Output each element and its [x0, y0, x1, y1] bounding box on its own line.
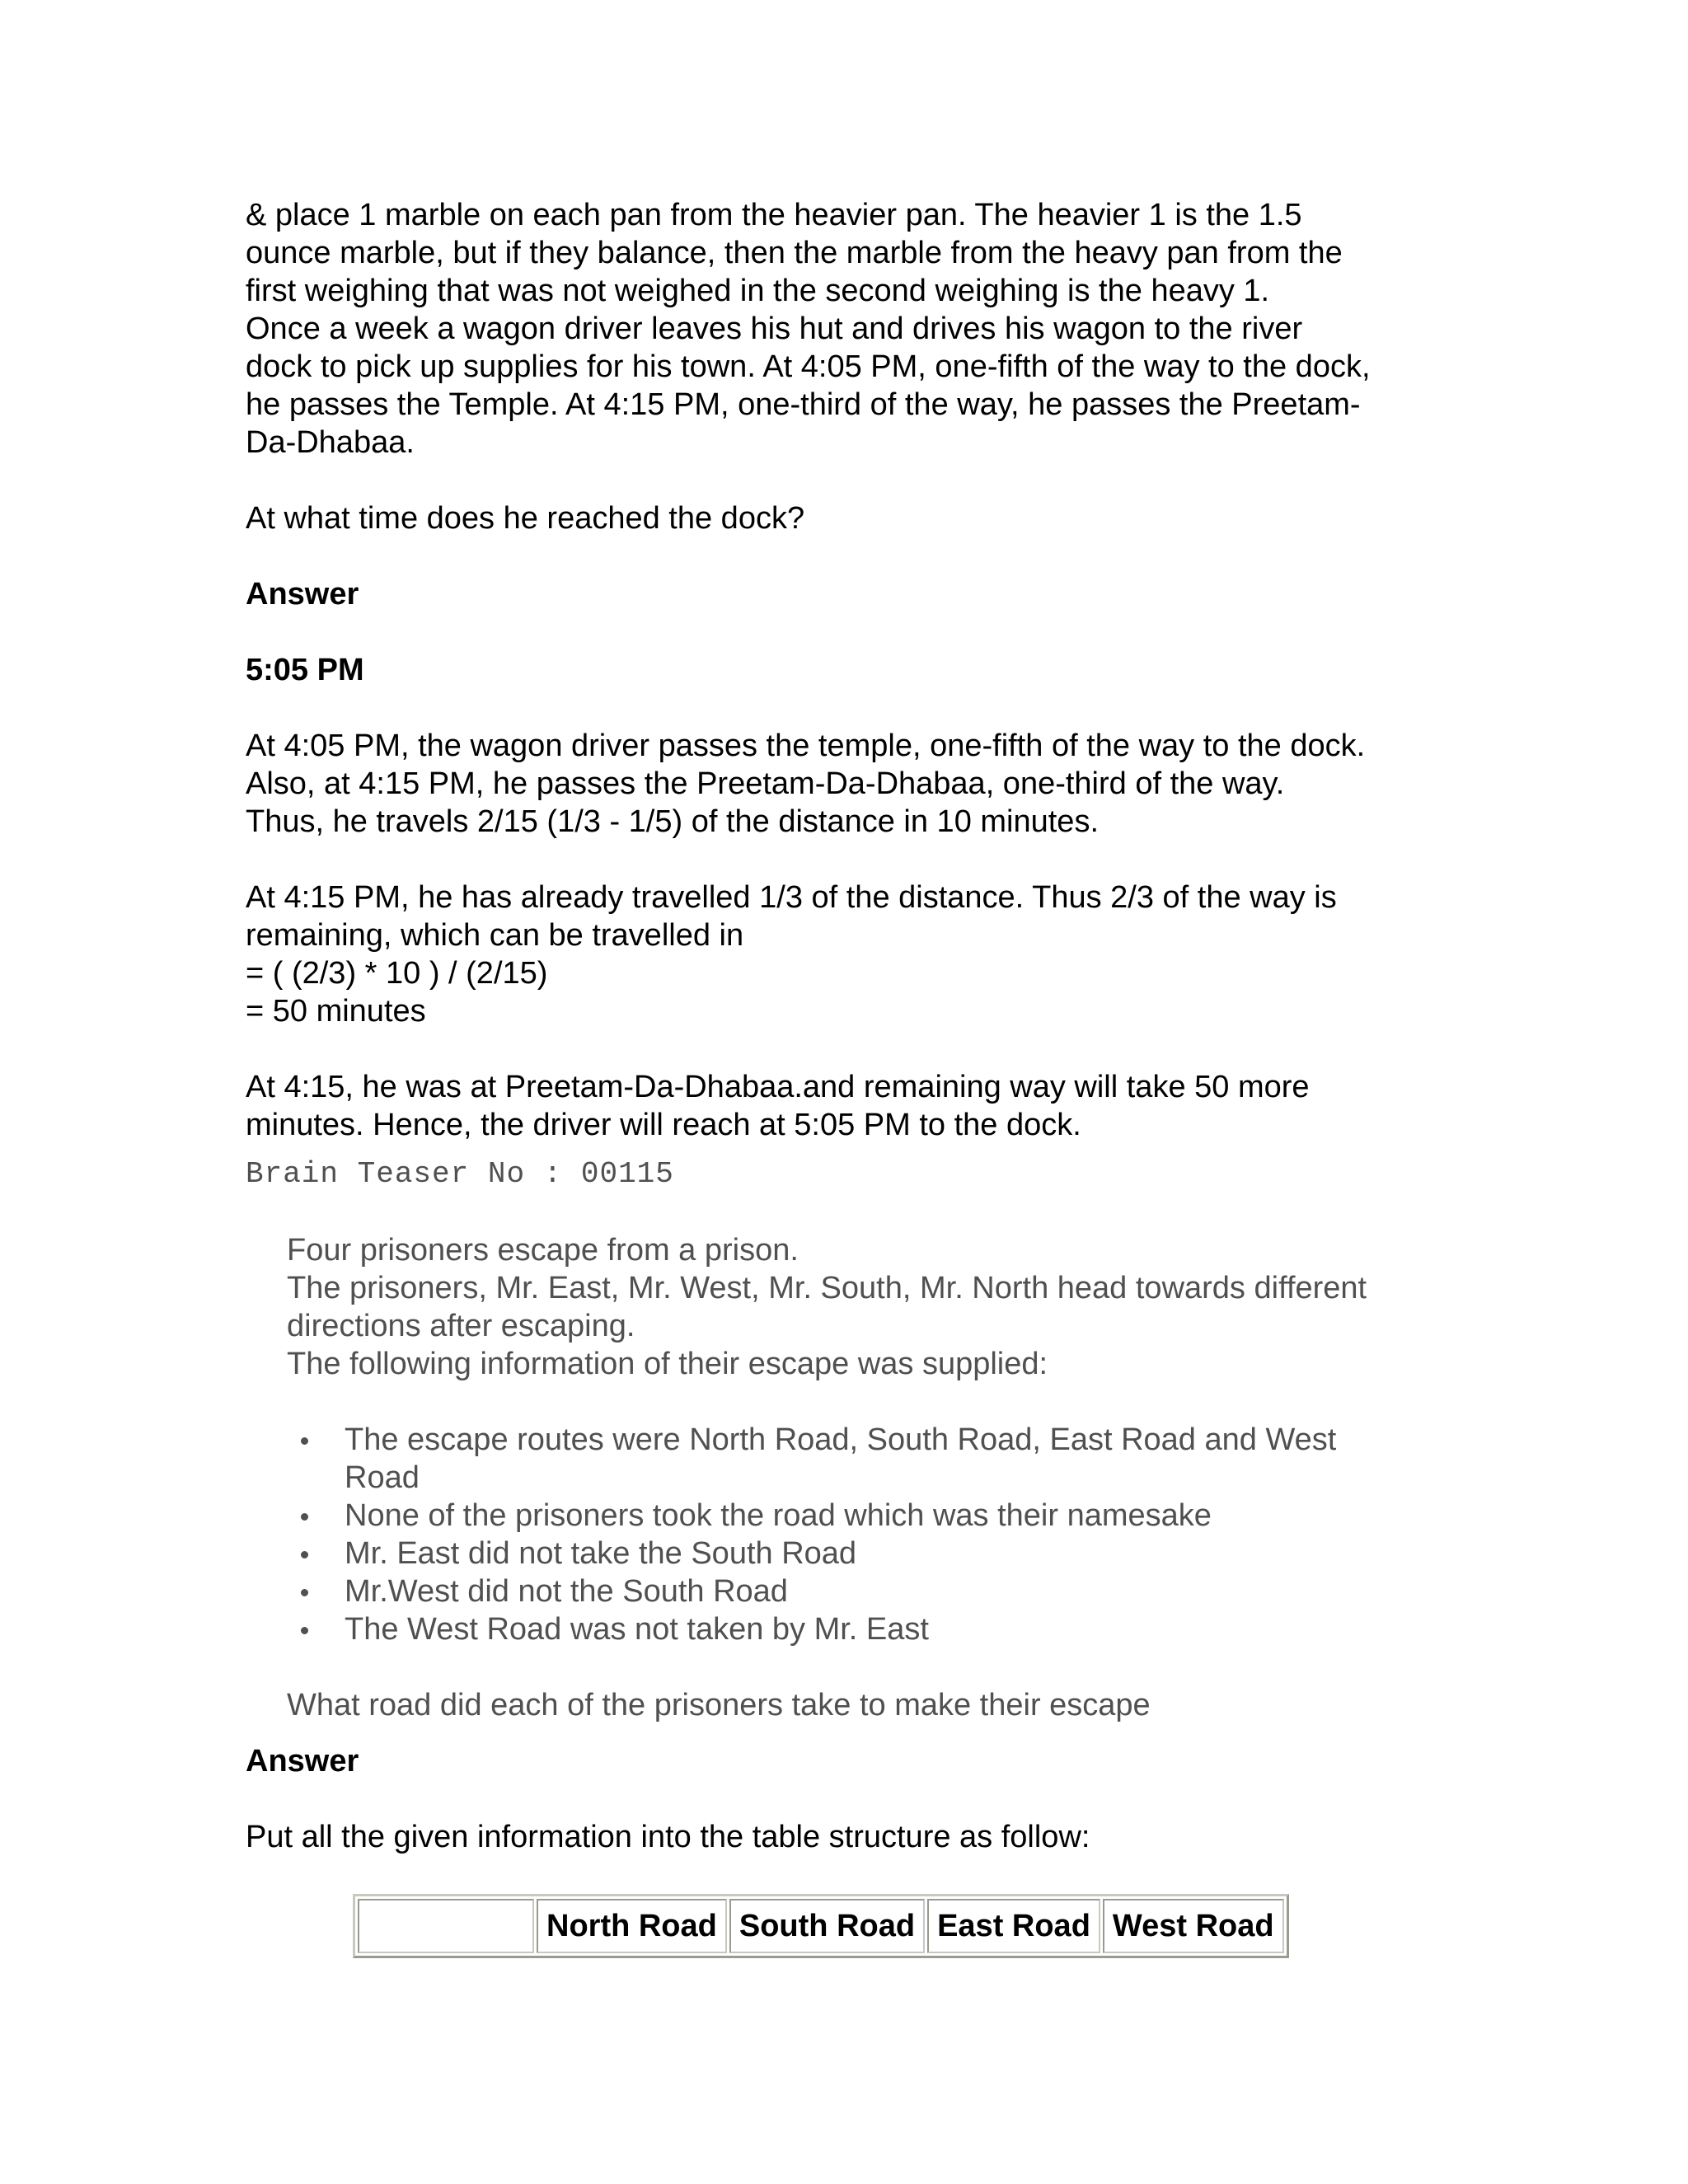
list-item: The escape routes were North Road, South Road, East Road and West Road [246, 1421, 1449, 1497]
table-header-east-road: East Road [927, 1899, 1100, 1953]
answer-heading: Answer [246, 577, 359, 612]
text-line: he passes the Temple. At 4:15 PM, one-third of the way, he passes the Preetam- [246, 387, 1361, 422]
text-line: Once a week a wagon driver leaves his hut and drives his wagon to the river [246, 312, 1303, 346]
text-line: directions after escaping. [287, 1309, 635, 1343]
bullet-icon [301, 1513, 308, 1521]
bullet-icon [301, 1589, 308, 1596]
explanation-paragraph-2 [246, 879, 1449, 1030]
text-line: = 50 minutes [246, 994, 426, 1029]
text-line: minutes. Hence, the driver will reach at 5:05 PM to the dock. [246, 1108, 1081, 1142]
text-line: At 4:05 PM, the wagon driver passes the temple, one-fifth of the way to the dock. [246, 729, 1366, 763]
text-line: The prisoners, Mr. East, Mr. West, Mr. South, Mr. North head towards different [287, 1271, 1367, 1305]
teaser-intro [287, 1231, 1449, 1383]
text-line: At 4:15, he was at Preetam-Da-Dhabaa.and remaining way will take 50 more [246, 1070, 1310, 1104]
text-line: & place 1 marble on each pan from the heavier pan. The heavier 1 is the 1.5 [246, 198, 1302, 232]
answer-value: 5:05 PM [246, 653, 364, 687]
list-item: None of the prisoners took the road which was their namesake [246, 1497, 1449, 1535]
text-line: Da-Dhabaa. [246, 425, 415, 460]
table-header-north-road: North Road [537, 1899, 727, 1953]
text-line: dock to pick up supplies for his town. At 4:05 PM, one-fifth of the way to the dock, [246, 349, 1371, 384]
explanation-paragraph-3 [246, 1068, 1449, 1144]
text-line: Thus, he travels 2/15 (1/3 - 1/5) of the distance in 10 minutes. [246, 804, 1099, 839]
table-intro: Put all the given information into the table structure as follow: [246, 1820, 1090, 1854]
teaser-number: Brain Teaser No : 00115 [246, 1157, 674, 1191]
text-line: ounce marble, but if they balance, then the marble from the heavy pan from the [246, 236, 1343, 270]
text-line: The following information of their escape was supplied: [287, 1347, 1048, 1381]
marble-solution-and-wagon-puzzle [246, 196, 1449, 462]
roads-table [353, 1894, 1289, 1958]
text-line: Also, at 4:15 PM, he passes the Preetam-Da-Dhabaa, one-third of the way. [246, 766, 1285, 801]
explanation-paragraph-1 [246, 727, 1449, 841]
teaser-question: What road did each of the prisoners take to make their escape [287, 1688, 1151, 1722]
text-line: Four prisoners escape from a prison. [287, 1233, 799, 1268]
bullet-icon [301, 1551, 308, 1558]
bullet-icon [301, 1627, 308, 1634]
table-header-west-road: West Road [1103, 1899, 1284, 1953]
roads-table-wrap [353, 1894, 1449, 1958]
table-header-cell-blank [358, 1899, 534, 1953]
bullet-icon [301, 1437, 308, 1445]
text-line: = ( (2/3) * 10 ) / (2/15) [246, 956, 548, 991]
document-page [246, 196, 1449, 1958]
list-item: Mr.West did not the South Road [246, 1572, 1449, 1610]
list-item: Mr. East did not take the South Road [246, 1535, 1449, 1572]
answer-heading: Answer [246, 1744, 359, 1779]
text-line: first weighing that was not weighed in the second weighing is the heavy 1. [246, 274, 1270, 308]
list-item: The West Road was not taken by Mr. East [246, 1610, 1449, 1648]
text-line: remaining, which can be travelled in [246, 918, 744, 953]
wagon-question: At what time does he reached the dock? [246, 501, 805, 536]
text-line: At 4:15 PM, he has already travelled 1/3 of the distance. Thus 2/3 of the way is [246, 880, 1337, 915]
clue-list [246, 1421, 1449, 1648]
table-header-row [358, 1899, 1284, 1953]
table-header-south-road: South Road [729, 1899, 925, 1953]
